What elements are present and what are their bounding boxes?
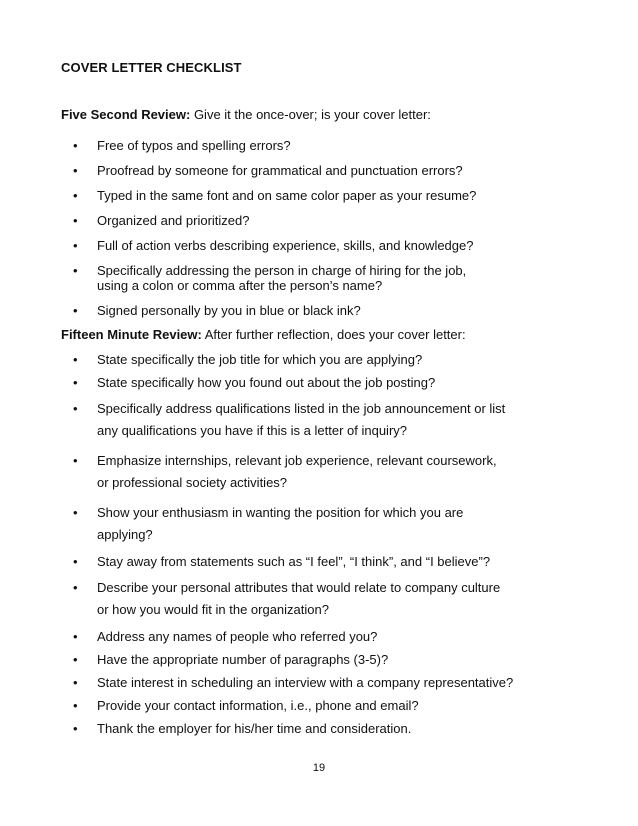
checklist-item-text: any qualifications you have if this is a letter of inquiry?	[97, 423, 408, 438]
checklist-item	[61, 398, 621, 442]
bullet-icon: •	[73, 188, 78, 203]
checklist-item-text: Typed in the same font and on same color paper as your resume?	[97, 188, 477, 203]
fifteen-minute-checklist	[61, 352, 621, 744]
bullet-icon: •	[73, 375, 78, 390]
checklist-item-text: Show your enthusiasm in wanting the position for which you are	[97, 505, 464, 520]
checklist-item-text: Free of typos and spelling errors?	[97, 138, 291, 153]
checklist-item-text: Thank the employer for his/her time and consideration.	[97, 721, 412, 736]
checklist-item-text: State specifically how you found out about the job posting?	[97, 375, 436, 390]
checklist-item	[61, 188, 621, 203]
checklist-item-text: Signed personally by you in blue or black ink?	[97, 303, 361, 318]
bullet-icon: •	[73, 263, 78, 278]
fifteen-minute-review-text: After further reflection, does your cover letter:	[201, 327, 466, 342]
checklist-item-text: Provide your contact information, i.e., phone and email?	[97, 698, 419, 713]
checklist-item-text: Specifically address qualifications listed in the job announcement or list	[97, 401, 506, 416]
checklist-item-text: Address any names of people who referred you?	[97, 629, 378, 644]
checklist-item-text: applying?	[97, 527, 153, 542]
checklist-item-text: using a colon or comma after the person’s name?	[97, 278, 383, 293]
checklist-item-text: Specifically addressing the person in charge of hiring for the job,	[97, 263, 467, 278]
checklist-item	[61, 213, 621, 228]
bullet-icon: •	[73, 652, 78, 667]
checklist-item-text: State specifically the job title for which you are applying?	[97, 352, 423, 367]
checklist-item	[61, 554, 621, 569]
checklist-item	[61, 375, 621, 390]
bullet-icon: •	[73, 505, 78, 520]
bullet-icon: •	[73, 453, 78, 468]
checklist-item-text: or how you would fit in the organization?	[97, 602, 329, 617]
checklist-item	[61, 721, 621, 736]
checklist-item	[61, 577, 621, 621]
checklist-item-text: Have the appropriate number of paragraphs (3-5)?	[97, 652, 389, 667]
checklist-item-text: Emphasize internships, relevant job experience, relevant coursework,	[97, 453, 497, 468]
checklist-item	[61, 450, 621, 494]
checklist-item	[61, 629, 621, 644]
five-second-review-text: Give it the once-over; is your cover letter:	[190, 107, 431, 122]
bullet-icon: •	[73, 401, 78, 416]
checklist-item	[61, 352, 621, 367]
checklist-item	[61, 652, 621, 667]
checklist-item	[61, 698, 621, 713]
bullet-icon: •	[73, 238, 78, 253]
checklist-item-text: Describe your personal attributes that would relate to company culture	[97, 580, 501, 595]
bullet-icon: •	[73, 580, 78, 595]
checklist-item-text: State interest in scheduling an interview with a company representative?	[97, 675, 514, 690]
checklist-item-text: Stay away from statements such as “I feel”, “I think”, and “I believe”?	[97, 554, 491, 569]
checklist-item	[61, 238, 621, 253]
page-title: COVER LETTER CHECKLIST	[61, 60, 242, 75]
checklist-item	[61, 138, 621, 153]
bullet-icon: •	[73, 554, 78, 569]
checklist-item-text: Full of action verbs describing experience, skills, and knowledge?	[97, 238, 474, 253]
bullet-icon: •	[73, 721, 78, 736]
fifteen-minute-review-intro	[61, 327, 466, 342]
checklist-item	[61, 163, 621, 178]
checklist-item-text: Organized and prioritized?	[97, 213, 250, 228]
five-second-checklist	[61, 138, 621, 328]
five-second-review-intro	[61, 107, 431, 122]
checklist-item	[61, 303, 621, 318]
fifteen-minute-review-heading: Fifteen Minute Review:	[61, 327, 202, 342]
checklist-item	[61, 263, 621, 293]
page-number: 19	[312, 762, 326, 774]
five-second-review-heading: Five Second Review:	[61, 107, 191, 122]
checklist-item-text: Proofread by someone for grammatical and punctuation errors?	[97, 163, 463, 178]
bullet-icon: •	[73, 138, 78, 153]
bullet-icon: •	[73, 352, 78, 367]
bullet-icon: •	[73, 213, 78, 228]
bullet-icon: •	[73, 163, 78, 178]
checklist-item-text: or professional society activities?	[97, 475, 288, 490]
checklist-item	[61, 675, 621, 690]
checklist-item	[61, 502, 621, 546]
bullet-icon: •	[73, 303, 78, 318]
bullet-icon: •	[73, 698, 78, 713]
bullet-icon: •	[73, 675, 78, 690]
bullet-icon: •	[73, 629, 78, 644]
